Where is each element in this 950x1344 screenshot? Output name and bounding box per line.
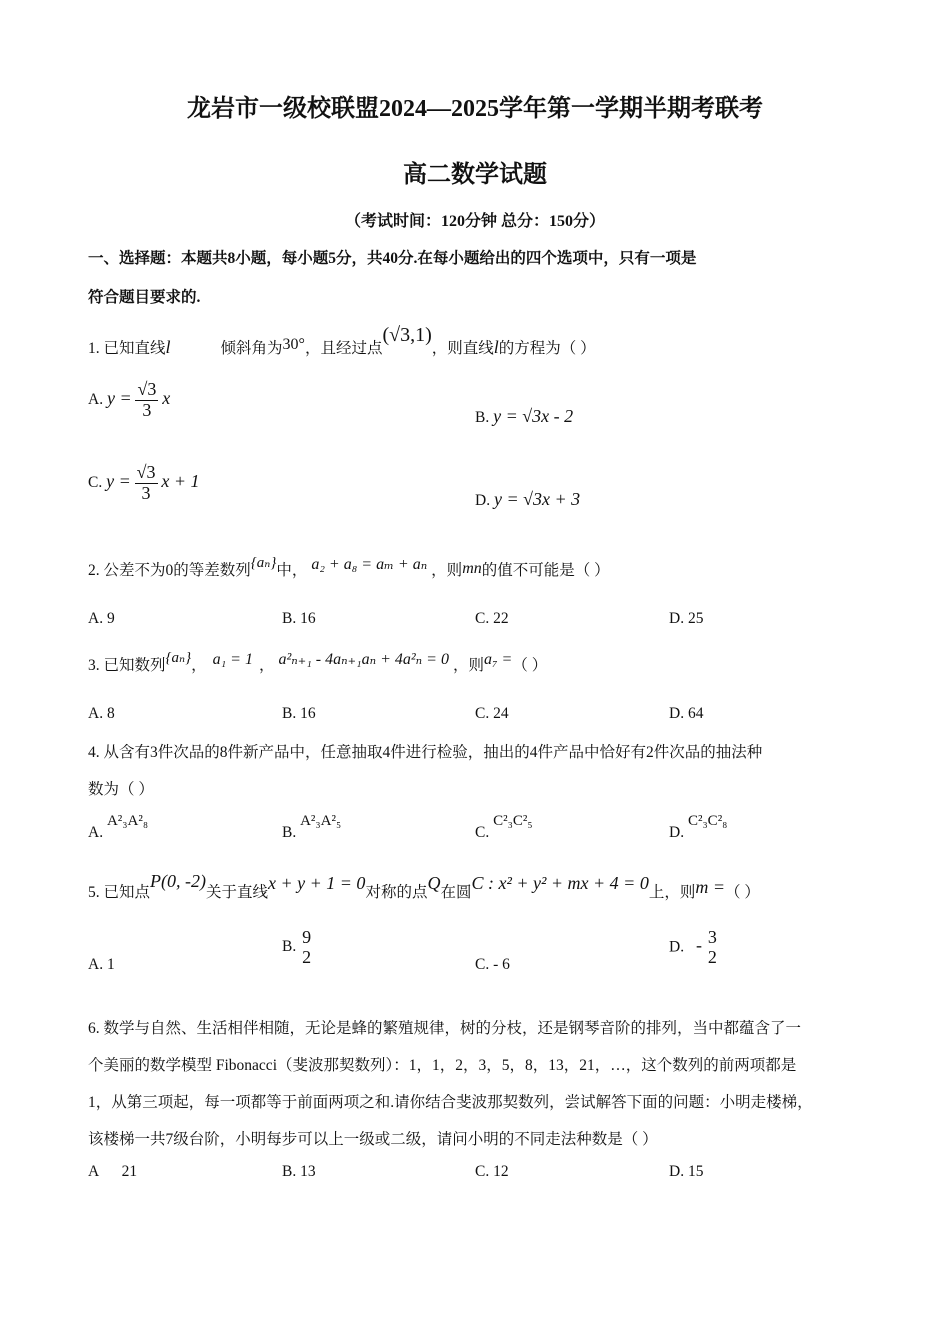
q1-option-a-label: A. [88,390,104,408]
q3-eq2: a²ₙ₊₁ - 4aₙ₊₁aₙ + 4a²ₙ = 0 [278,651,449,668]
q1-option-a-post: x [162,387,171,408]
q5-text-3: 对称的点 [365,884,428,901]
q5-line-eq: x + y + 1 = 0 [268,873,366,893]
q5-text-6: （ ） [725,884,760,901]
q2-option-a[interactable]: A. 9 [88,610,115,627]
q4-option-d-label: D. [669,824,685,841]
q1-text-1: 1. 已知直线 [88,340,166,357]
section-heading-line2: 符合题目要求的. [88,289,201,306]
q6-option-d[interactable]: D. 15 [669,1163,704,1180]
q4-option-d[interactable] [669,812,728,841]
question-3 [88,650,548,675]
q5-option-b-frac [300,928,313,968]
q3-option-c[interactable]: C. 24 [475,705,509,722]
question-5 [88,871,760,902]
q1-option-c-den: 3 [141,482,151,503]
q1-var-l2: l [493,337,499,357]
question-6-line2: 个美丽的数学模型 Fibonacci（斐波那契数列）：1，1，2，3，5，8，13，21，…，这个数列的前两项都是 [88,1057,797,1074]
q4-option-b-expr: A²₃A²₅ [300,813,342,829]
q3-seq: {aₙ} [165,650,192,666]
q1-option-d-expr: y = √3x + 3 [493,489,581,509]
q4-option-c-label: C. [475,824,490,841]
question-1 [88,324,596,359]
q5-option-b[interactable] [282,928,313,968]
question-2 [88,555,610,580]
q1-angle: 30° [282,336,305,353]
q2-option-b[interactable]: B. 16 [282,610,316,627]
q5-option-b-num: 9 [302,927,312,947]
q1-option-b-label: B. [475,409,490,426]
q5-option-c[interactable]: C. - 6 [475,956,510,973]
q6-option-a[interactable]: A 21 [88,1163,138,1180]
q1-text-5: 的方程为（ ） [498,340,596,357]
q4-option-c-expr: C²₃C²₅ [493,813,533,829]
q3-option-b[interactable]: B. 16 [282,705,316,722]
q1-option-a[interactable] [88,380,170,421]
q1-option-a-num: √3 [137,379,157,399]
question-6-line3: 1，从第三项起，每一项都等于前面两项之和.请你结合斐波那契数列，尝试解答下面的问题：小明走楼梯， [88,1094,813,1111]
q1-option-c-label: C. [88,473,103,491]
q5-point-p: P(0, -2) [150,871,206,891]
question-6-line4: 该楼梯一共7级台阶，小明每步可以上一级或二级，请问小明的不同走法种数是（ ） [88,1131,658,1148]
q3-text-1: 3. 已知数列 [88,657,166,674]
q2-text-4: 的值不可能是（ ） [481,562,610,579]
q1-option-d-label: D. [475,492,491,509]
question-4-line1: 4. 从含有3件次品的8件新产品中，任意抽取4件进行检验，抽出的4件产品中恰好有2件次品的抽法种 [88,744,763,761]
exam-subtitle: 高二数学试题 [403,162,547,188]
q6-option-b[interactable]: B. 13 [282,1163,316,1180]
q1-var-l: l [165,337,171,357]
q5-option-d-num: 3 [707,927,717,947]
q4-option-a-expr: A²₃A²₈ [106,813,149,829]
q4-option-d-expr: C²₃C²₈ [687,813,728,829]
q3-option-a[interactable]: A. 8 [88,705,115,722]
q3-comma-1: ， [191,657,207,674]
q1-text-3: ，且经过点 [304,340,383,357]
q3-option-d[interactable]: D. 64 [669,705,704,722]
q5-point-q: Q [427,873,441,893]
q6-option-c[interactable]: C. 12 [475,1163,509,1180]
q5-circle-eq: C : x² + y² + mx + 4 = 0 [471,873,649,893]
exam-title: 龙岩市一级校联盟2024—2025学年第一学期半期考联考 [187,96,763,122]
q1-point: (√3,1) [382,324,432,346]
question-4-line2: 数为（ ） [88,781,154,798]
q5-text-4: 在圆 [440,884,472,901]
q3-eq1: a₁ = 1 [212,651,253,668]
q2-seq: {aₙ} [250,555,277,571]
q3-comma-2: ， [258,657,275,674]
q2-text-3: ，则 [431,562,463,579]
q5-text-5: 上，则 [648,884,696,901]
q1-text-2: 倾斜角为 [220,340,283,357]
q3-a7: a₇ = [483,651,513,668]
q1-option-c-pre: y = [106,470,131,491]
q4-option-c[interactable] [475,812,533,841]
q1-option-c-post: x + 1 [161,470,200,491]
q1-option-a-den: 3 [142,399,152,420]
q1-option-c[interactable] [88,463,200,504]
q3-text-2: ，则 [452,657,484,674]
q4-option-a-label: A. [88,824,104,841]
q4-option-b[interactable] [282,812,342,841]
q1-option-c-frac [135,463,158,504]
q2-option-c[interactable]: C. 22 [475,610,509,627]
q5-option-d-frac [706,928,719,968]
q5-option-b-label: B. [282,938,297,956]
q1-option-b-expr: y = √3x - 2 [493,406,574,426]
q5-option-d-sign: - [695,935,702,956]
q1-option-d[interactable] [475,489,580,510]
q4-option-b-label: B. [282,824,297,841]
q5-option-d-label: D. [669,938,685,956]
q1-text-4: ，则直线 [431,340,494,357]
q2-mn: mn [462,560,482,577]
q4-option-a[interactable] [88,812,149,841]
exam-info: （考试时间：120分钟 总分：150分） [344,213,605,230]
q5-option-b-den: 2 [302,946,312,967]
q2-option-d[interactable]: D. 25 [669,610,704,627]
q5-option-d[interactable] [669,928,719,968]
q2-eq: a₂ + a₈ = aₘ + aₙ [311,556,428,573]
q1-option-c-num: √3 [136,462,156,482]
q5-text-2: 关于直线 [206,884,269,901]
q1-option-a-frac [135,380,158,421]
q3-text-3: （ ） [512,657,548,674]
q5-option-a[interactable]: A. 1 [88,956,115,973]
section-heading-line1: 一、选择题：本题共8小题，每小题5分，共40分.在每小题给出的四个选项中，只有一项是 [88,250,697,267]
question-6-line1: 6. 数学与自然、生活相伴相随，无论是蜂的繁殖规律，树的分枝，还是钢琴音阶的排列，当中都蕴含了一 [88,1020,802,1037]
q2-text-1: 2. 公差不为0的等差数列 [88,562,251,579]
q1-option-b[interactable] [475,406,573,427]
q2-text-2: 中， [276,562,308,579]
q5-text-1: 5. 已知点 [88,884,151,901]
q5-m: m = [695,877,725,897]
q1-option-a-pre: y = [106,387,132,408]
q5-option-d-den: 2 [707,946,717,967]
